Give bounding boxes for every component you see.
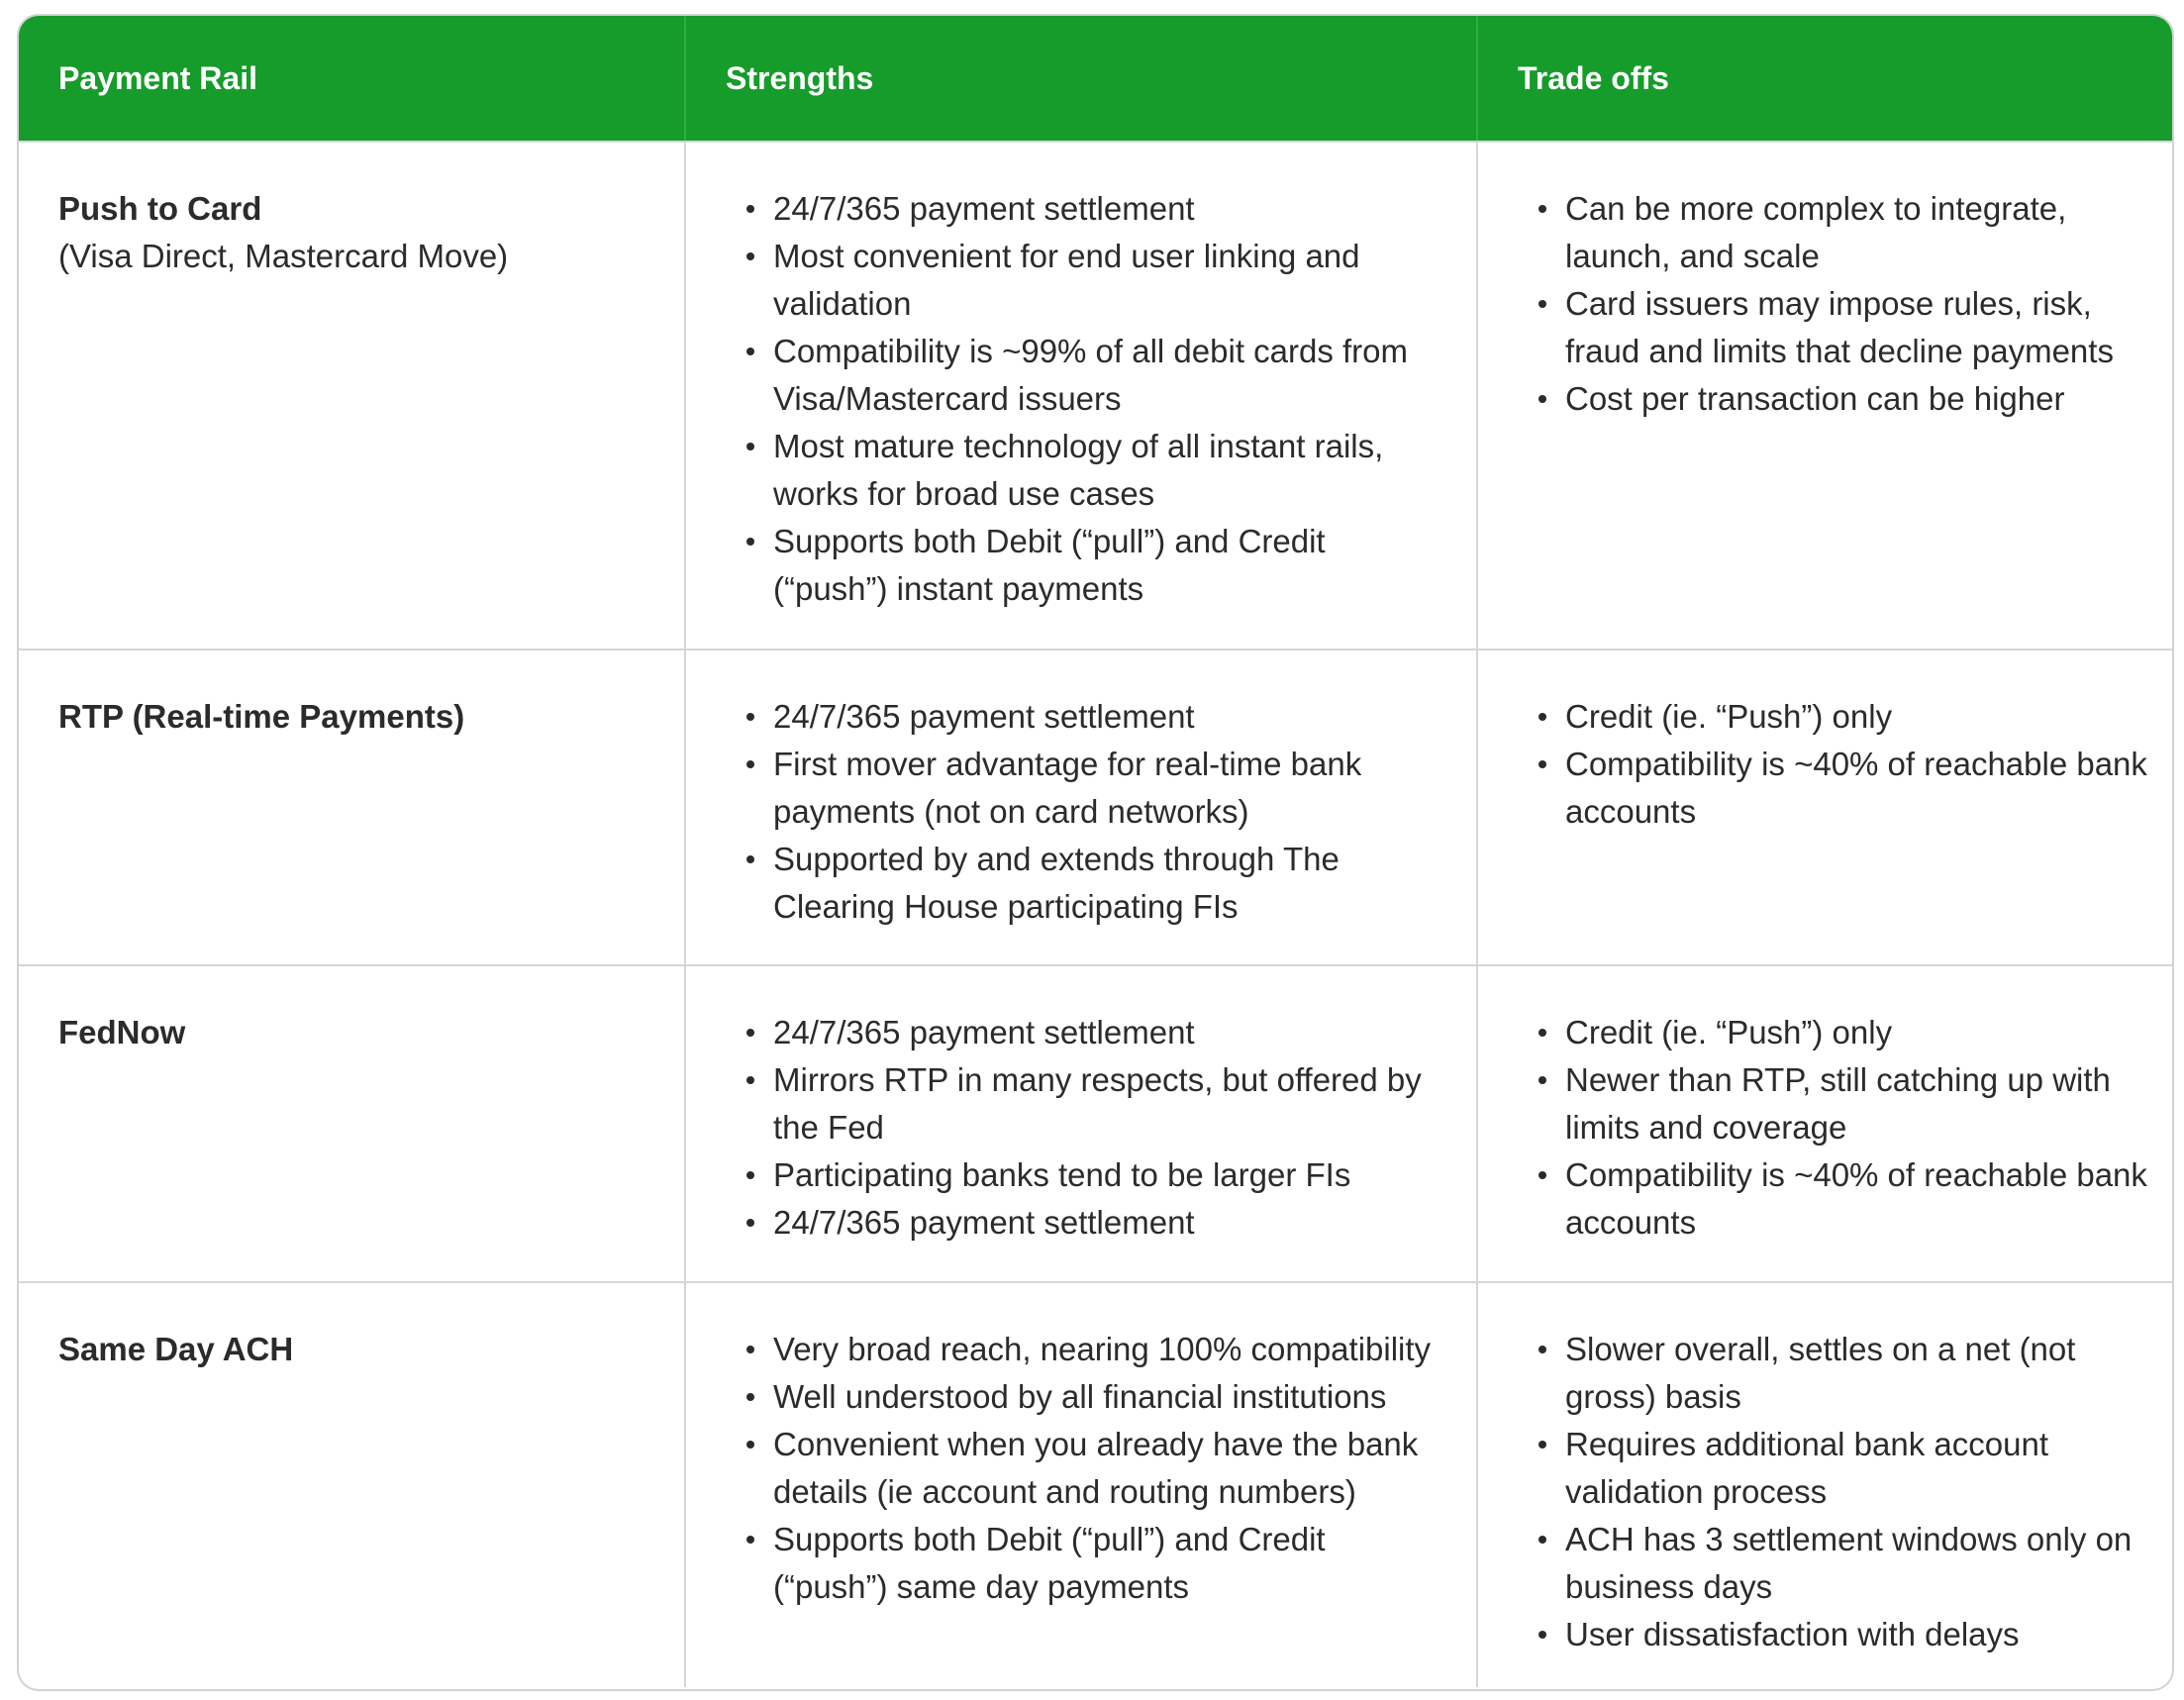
list-item: 24/7/365 payment settlement xyxy=(773,185,1448,233)
list-item: 24/7/365 payment settlement xyxy=(773,1009,1448,1056)
strengths-list xyxy=(726,1326,1448,1611)
tradeoffs-cell xyxy=(1476,143,2172,649)
list-item: Slower overall, settles on a net (not gross) basis xyxy=(1565,1326,2148,1421)
list-item: Compatibility is ~40% of reachable bank accounts xyxy=(1565,741,2148,836)
header-payment-rail: Payment Rail xyxy=(58,59,257,96)
list-item: Card issuers may impose rules, risk, fraud and limits that decline payments xyxy=(1565,280,2148,375)
tradeoffs-list xyxy=(1518,1009,2148,1247)
list-item: ACH has 3 settlement windows only on business days xyxy=(1565,1516,2148,1611)
payment-rails-table xyxy=(17,14,2174,1691)
strengths-cell xyxy=(684,143,1476,649)
rail-cell xyxy=(19,1283,684,1687)
header-trade-offs: Trade offs xyxy=(1476,16,2172,141)
tradeoffs-list xyxy=(1518,185,2148,423)
strengths-cell xyxy=(684,966,1476,1281)
list-item: Cost per transaction can be higher xyxy=(1565,375,2148,423)
rail-name: Push to Card xyxy=(58,190,262,227)
strengths-cell xyxy=(684,1283,1476,1687)
list-item: 24/7/365 payment settlement xyxy=(773,1199,1448,1247)
tradeoffs-cell xyxy=(1476,650,2172,964)
strengths-list xyxy=(726,185,1448,613)
list-item: Compatibility is ~99% of all debit cards from Visa/Mastercard issuers xyxy=(773,328,1448,423)
list-item: Credit (ie. “Push”) only xyxy=(1565,1009,2148,1056)
list-item: Requires additional bank account validation process xyxy=(1565,1421,2148,1516)
rail-cell xyxy=(19,966,684,1281)
list-item: Credit (ie. “Push”) only xyxy=(1565,693,2148,741)
list-item: User dissatisfaction with delays xyxy=(1565,1611,2148,1658)
list-item: Can be more complex to integrate, launch, and scale xyxy=(1565,185,2148,280)
tradeoffs-cell xyxy=(1476,1283,2172,1687)
rail-subtitle: (Visa Direct, Mastercard Move) xyxy=(58,238,509,274)
rail-cell xyxy=(19,143,684,649)
tradeoffs-cell xyxy=(1476,966,2172,1281)
rail-cell xyxy=(19,650,684,964)
list-item: Newer than RTP, still catching up with limits and coverage xyxy=(1565,1056,2148,1151)
list-item: Very broad reach, nearing 100% compatibility xyxy=(773,1326,1448,1373)
table-row-rtp xyxy=(19,649,2172,964)
table-header-row xyxy=(19,16,2172,141)
rail-name: Same Day ACH xyxy=(58,1331,294,1367)
list-item: Participating banks tend to be larger FIs xyxy=(773,1151,1448,1199)
rail-name: FedNow xyxy=(58,1014,186,1050)
list-item: Mirrors RTP in many respects, but offered by the Fed xyxy=(773,1056,1448,1151)
tradeoffs-list xyxy=(1518,1326,2148,1658)
strengths-list xyxy=(726,693,1448,931)
list-item: Supports both Debit (“pull”) and Credit (“push”) instant payments xyxy=(773,518,1448,613)
list-item: Most convenient for end user linking and validation xyxy=(773,233,1448,328)
list-item: Supported by and extends through The Clearing House participating FIs xyxy=(773,836,1448,931)
list-item: 24/7/365 payment settlement xyxy=(773,693,1448,741)
strengths-cell xyxy=(684,650,1476,964)
header-strengths: Strengths xyxy=(684,16,1476,141)
tradeoffs-list xyxy=(1518,693,2148,836)
table-row-fednow xyxy=(19,964,2172,1281)
rail-name: RTP (Real-time Payments) xyxy=(58,698,465,735)
list-item: Compatibility is ~40% of reachable bank accounts xyxy=(1565,1151,2148,1247)
list-item: First mover advantage for real-time bank payments (not on card networks) xyxy=(773,741,1448,836)
list-item: Convenient when you already have the bank details (ie account and routing numbers) xyxy=(773,1421,1448,1516)
list-item: Most mature technology of all instant rails, works for broad use cases xyxy=(773,423,1448,518)
table-row-push-to-card xyxy=(19,141,2172,649)
strengths-list xyxy=(726,1009,1448,1247)
list-item: Supports both Debit (“pull”) and Credit (“push”) same day payments xyxy=(773,1516,1448,1611)
list-item: Well understood by all financial institutions xyxy=(773,1373,1448,1421)
table-row-same-day-ach xyxy=(19,1281,2172,1687)
